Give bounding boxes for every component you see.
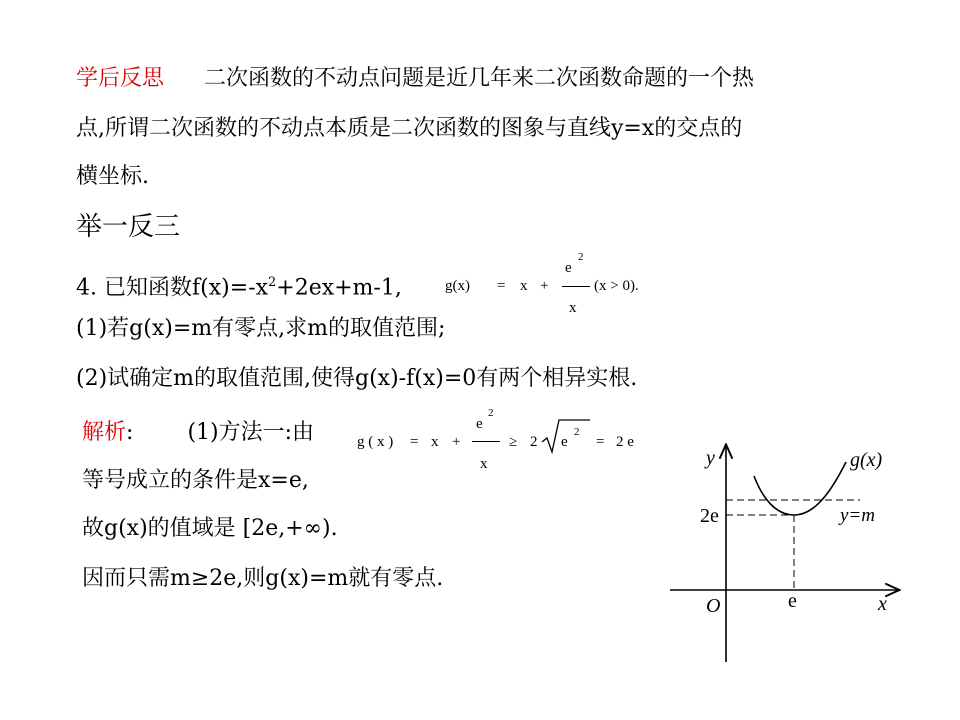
y-axis-label: y [706, 447, 715, 469]
ineq-eq: = [410, 434, 419, 450]
ineq-radicand: e [561, 434, 568, 450]
function-graph [660, 440, 910, 670]
g-denominator: x [569, 300, 577, 316]
origin-label: O [706, 595, 721, 617]
ineq-lhs: g ( x ) [357, 434, 394, 450]
g-numerator: e [565, 260, 572, 276]
ineq-ge: ≥ [509, 434, 518, 450]
ineq-numerator: e [476, 416, 483, 432]
ineq-fraction-bar [472, 441, 500, 442]
g-plus: + [540, 278, 549, 294]
g-fraction-bar [562, 286, 590, 287]
section-heading: 举一反三 [76, 212, 181, 242]
reflection-label: 学后反思 [76, 66, 165, 91]
ineq-two: 2 [530, 434, 538, 450]
line-label: y=m [840, 505, 875, 526]
ineq-plus: + [452, 434, 461, 450]
ineq-denominator: x [480, 456, 488, 472]
solution-line-2: 等号成立的条件是x=e, [82, 468, 309, 493]
ineq-numerator-exp: 2 [488, 407, 494, 419]
g-numerator-exp: 2 [578, 251, 584, 263]
curve-label: g(x) [850, 449, 883, 471]
x-axis-label: x [878, 593, 887, 615]
problem-text-prefix: 4. 已知函数f(x)=-x [76, 275, 268, 301]
g-lhs: g(x) [445, 278, 470, 294]
reflection-text-1: 二次函数的不动点问题是近几年来二次函数命题的一个热 [204, 66, 755, 91]
x-tick-label: e [788, 590, 797, 612]
solution-method: (1)方法一:由 [187, 420, 315, 445]
reflection-text-3: 横坐标. [76, 164, 149, 189]
solution-line-4: 因而只需m≥2e,则g(x)=m就有零点. [82, 566, 444, 591]
g-x: x [520, 278, 528, 294]
reflection-line-1 [76, 64, 754, 94]
problem-exponent: 2 [267, 275, 277, 290]
solution-line-1 [82, 418, 314, 448]
problem-text-suffix: +2ex+m-1, [276, 275, 402, 301]
problem-part-2: (2)试确定m的取值范围,使得g(x)-f(x)=0有两个相异实根. [76, 366, 638, 391]
g-eq: = [497, 278, 506, 294]
solution-label: 解析 [82, 420, 127, 445]
ineq-eq2: = [596, 434, 605, 450]
problem-part-1: (1)若g(x)=m有零点,求m的取值范围; [76, 316, 446, 341]
curve-g [754, 462, 846, 515]
y-tick-label: 2e [700, 505, 719, 527]
solution-colon: : [126, 420, 134, 445]
problem-line-1 [76, 268, 402, 303]
ineq-radicand-exp: 2 [574, 426, 580, 438]
ineq-rhs: 2 e [616, 434, 634, 450]
g-condition: (x > 0). [594, 278, 639, 294]
reflection-text-2: 点,所谓二次函数的不动点本质是二次函数的图象与直线y=x的交点的 [76, 116, 743, 141]
ineq-x: x [431, 434, 439, 450]
solution-line-3: 故g(x)的值域是 [2e,+∞). [82, 516, 338, 541]
